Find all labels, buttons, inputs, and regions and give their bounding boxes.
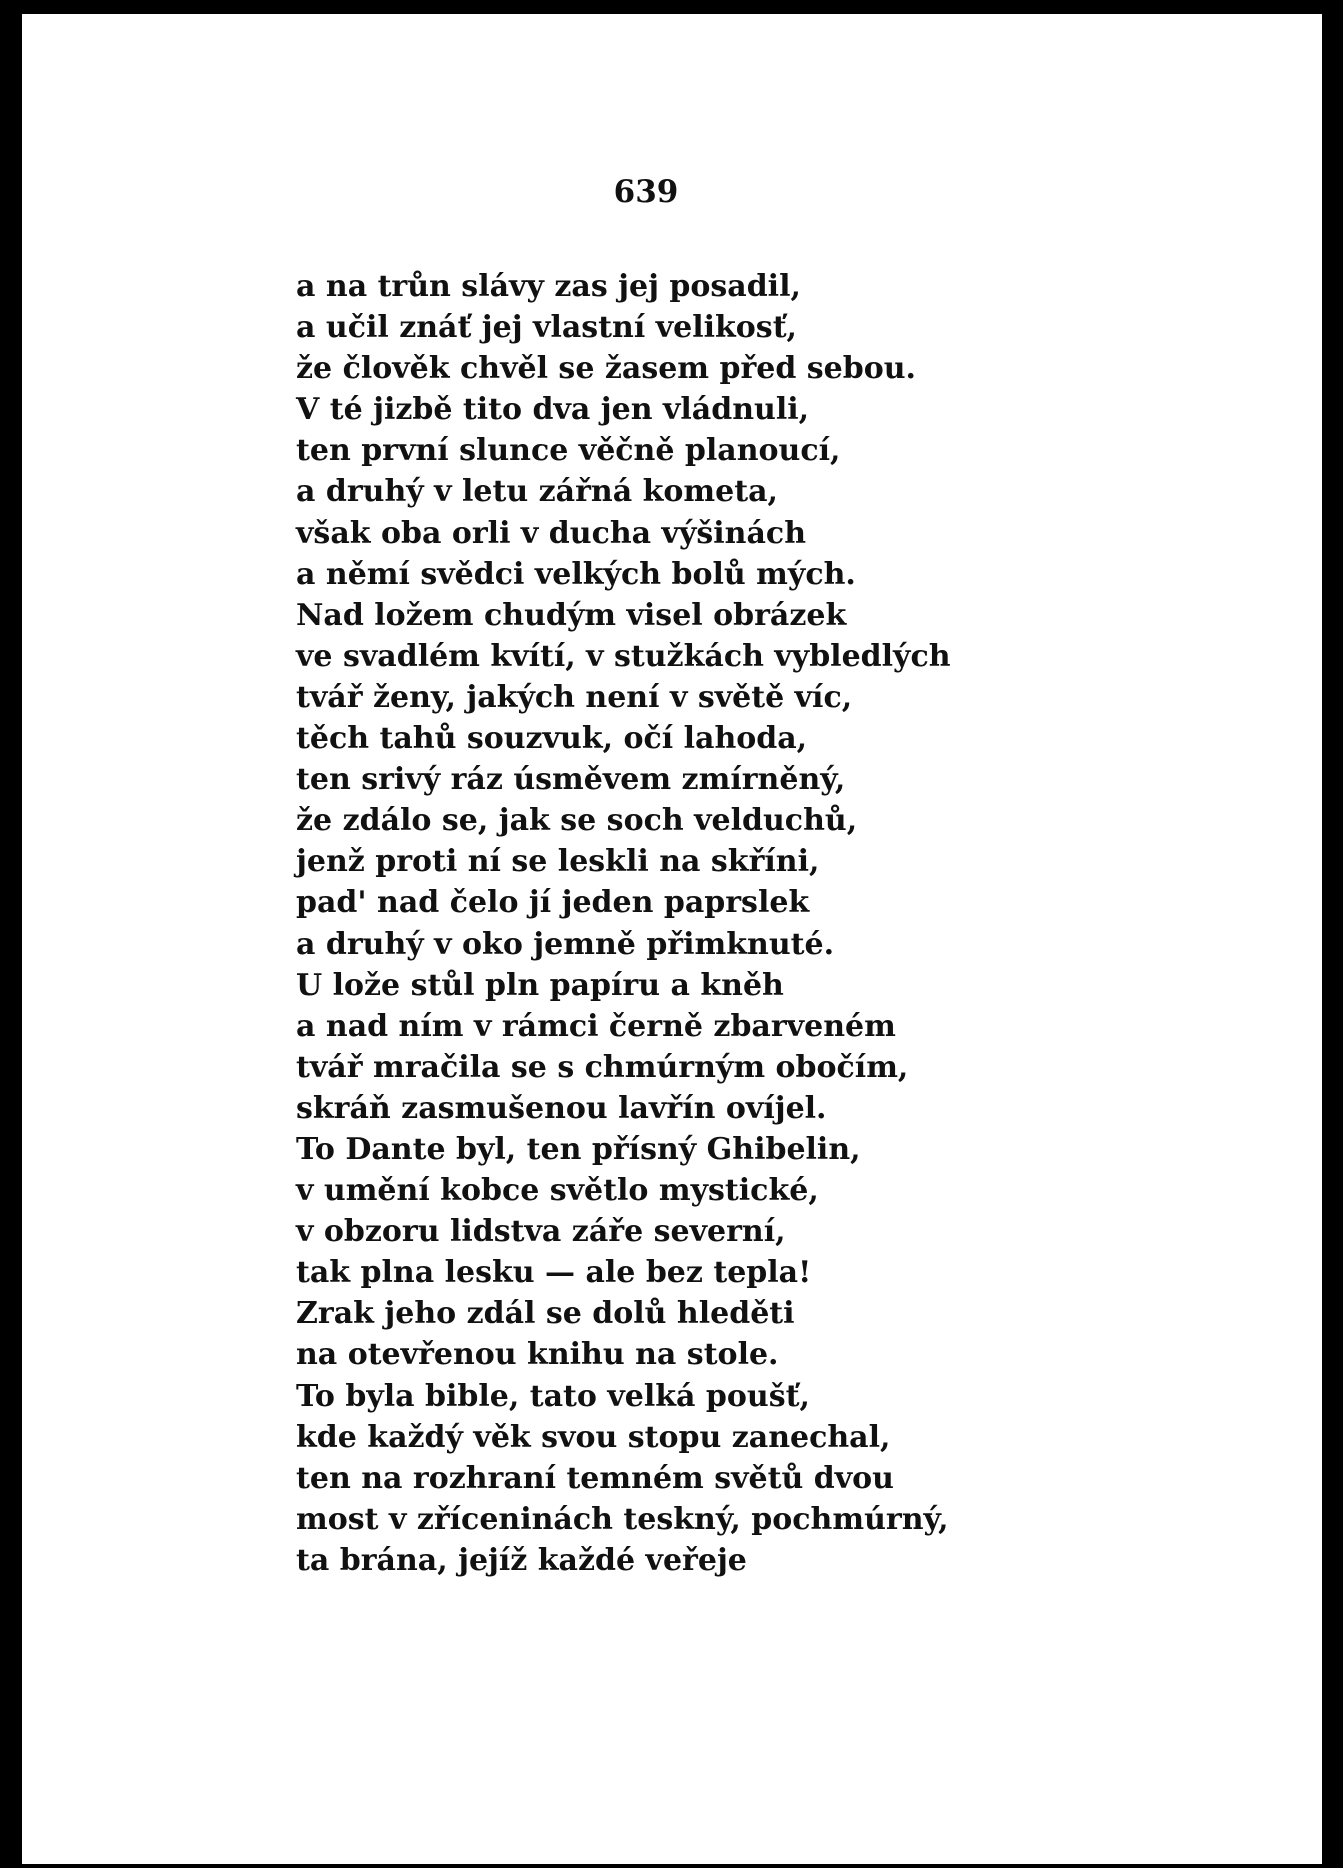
poem-line: V té jizbě tito dva jen vládnuli, bbox=[296, 392, 810, 428]
poem-line: že zdálo se, jak se soch velduchů, bbox=[296, 803, 858, 839]
poem-line: a druhý v oko jemně přimknuté. bbox=[296, 926, 835, 962]
poem-line: těch tahů souzvuk, očí lahoda, bbox=[296, 721, 808, 757]
poem-line: tak plna lesku — ale bez tepla! bbox=[296, 1255, 812, 1291]
poem-line: a na trůn slávy zas jej posadil, bbox=[296, 269, 801, 304]
poem-line: To Dante byl, ten přísný Ghibelin, bbox=[296, 1131, 861, 1167]
poem-line: že člověk chvěl se žasem před sebou. bbox=[296, 351, 916, 387]
poem-line: na otevřenou knihu na stole. bbox=[296, 1337, 779, 1373]
poem-line: Nad ložem chudým visel obrázek bbox=[296, 597, 847, 633]
poem-line: jenž proti ní se leskli na skříni, bbox=[296, 844, 820, 880]
poem-text bbox=[296, 266, 951, 1581]
poem-line: most v zříceninách teskný, pochmúrný, bbox=[296, 1501, 949, 1537]
poem-line: a němí svědci velkých bolů mých. bbox=[296, 556, 856, 592]
poem-line: pad' nad čelo jí jeden paprslek bbox=[296, 885, 810, 921]
page-number: 639 bbox=[613, 174, 679, 210]
poem-line: ten na rozhraní temném světů dvou bbox=[296, 1460, 894, 1496]
poem-line: U lože stůl pln papíru a kněh bbox=[296, 967, 784, 1003]
poem-line: tvář mračila se s chmúrným obočím, bbox=[296, 1049, 909, 1085]
poem-line: a nad ním v rámci černě zbarveném bbox=[296, 1008, 896, 1044]
poem-line: a učil znáť jej vlastní velikosť, bbox=[296, 310, 797, 346]
poem-line: a druhý v letu zářná kometa, bbox=[296, 474, 778, 510]
poem-line: tvář ženy, jakých není v světě víc, bbox=[296, 679, 853, 715]
poem-line: v umění kobce světlo mystické, bbox=[296, 1173, 819, 1209]
poem-line: ve svadlém kvítí, v stužkách vybledlých bbox=[296, 638, 951, 674]
poem-line: skráň zasmušenou lavřín ovíjel. bbox=[296, 1090, 827, 1126]
book-page bbox=[22, 14, 1322, 1864]
poem-line: Zrak jeho zdál se dolů hleděti bbox=[296, 1296, 795, 1332]
poem-line: ten srivý ráz úsměvem zmírněný, bbox=[296, 762, 846, 798]
poem-line: To byla bible, tato velká poušť, bbox=[296, 1378, 810, 1414]
poem-line: však oba orli v ducha výšinách bbox=[296, 515, 807, 551]
poem-line: ten první slunce věčně planoucí, bbox=[296, 433, 841, 469]
poem-line: kde každý věk svou stopu zanechal, bbox=[296, 1419, 891, 1455]
poem-line: ta brána, jejíž každé veřeje bbox=[296, 1542, 747, 1578]
poem-line: v obzoru lidstva záře severní, bbox=[296, 1214, 786, 1250]
